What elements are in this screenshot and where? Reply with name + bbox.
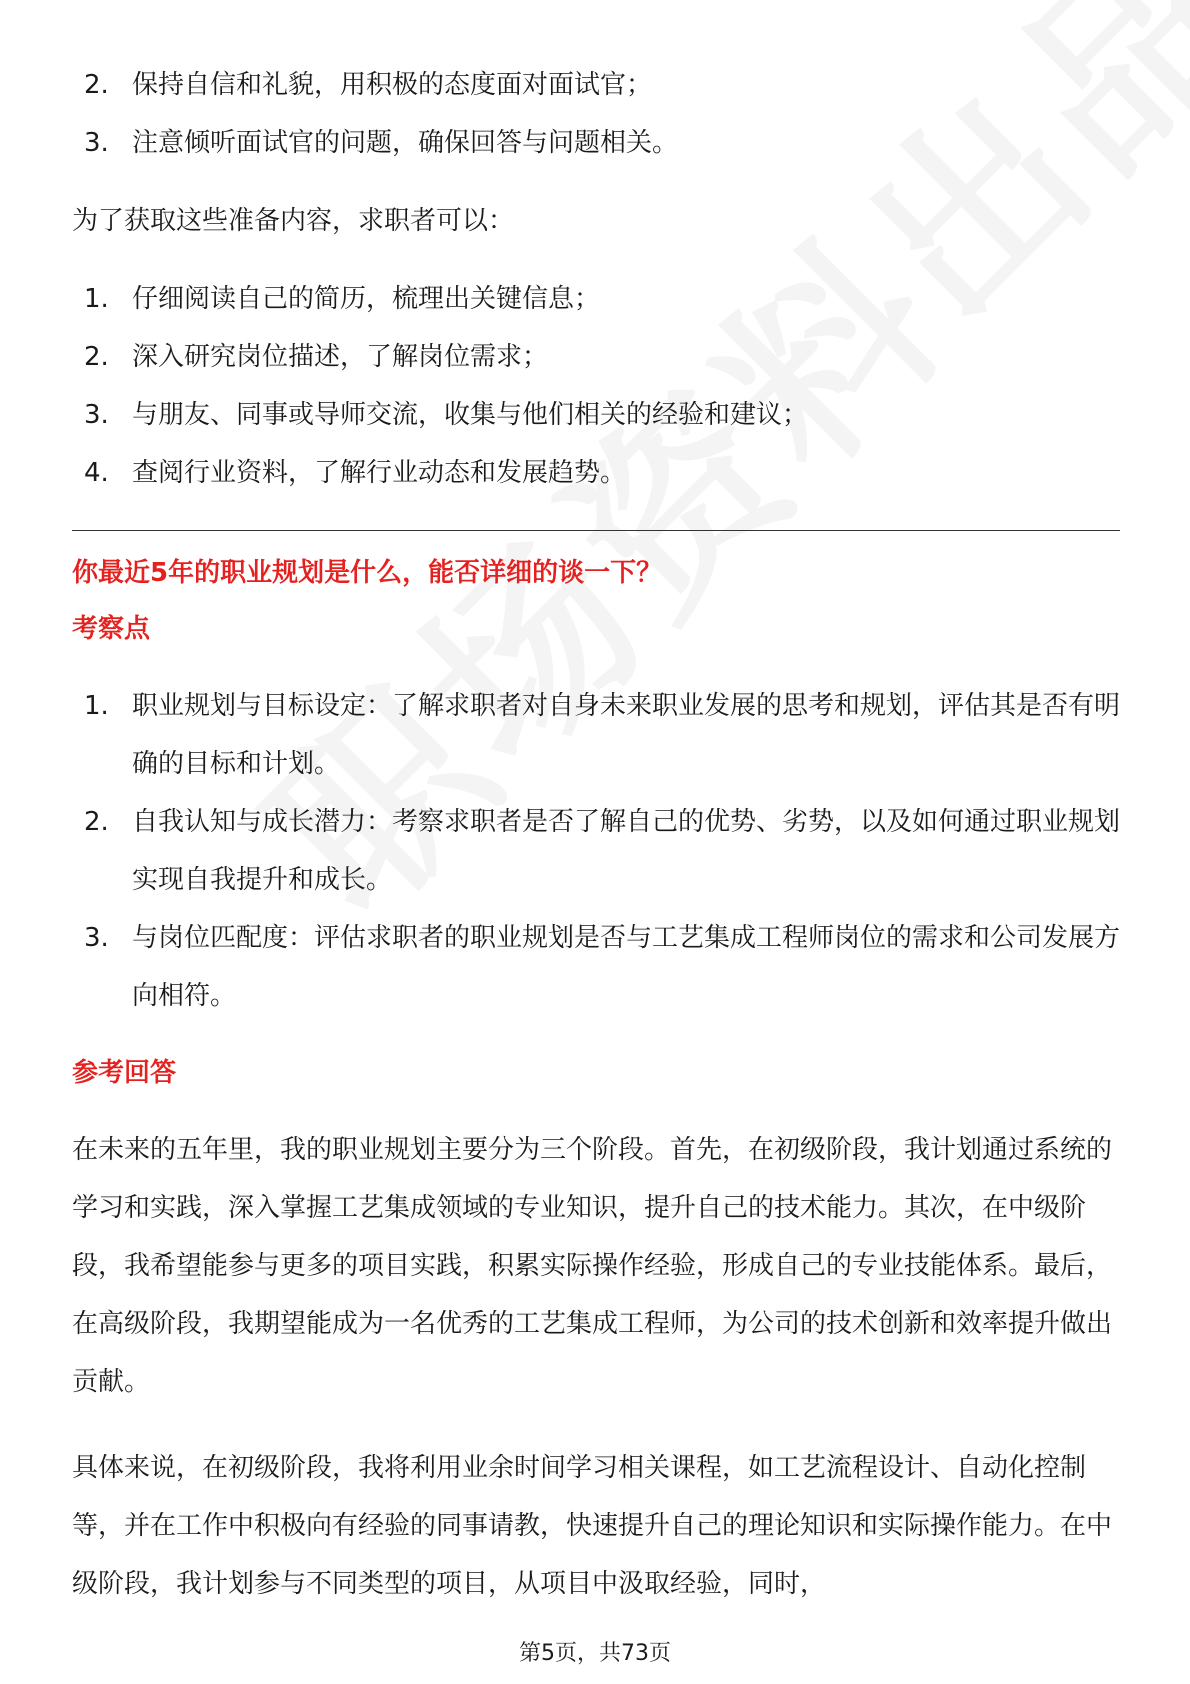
page-footer: 第5页，共73页	[519, 1641, 671, 1666]
list-number: 2.	[84, 342, 109, 372]
top-list	[72, 56, 1120, 172]
list-number: 1.	[84, 691, 109, 721]
document-page	[72, 56, 1120, 1613]
list-item	[72, 56, 1120, 114]
list-text: 查阅行业资料，了解行业动态和发展趋势。	[132, 458, 627, 488]
list-item	[72, 909, 1120, 1025]
list-number: 3.	[84, 923, 109, 953]
list-item	[72, 270, 1120, 328]
list-text: 保持自信和礼貌，用积极的态度面对面试官；	[132, 70, 653, 100]
answer-paragraph: 具体来说，在初级阶段，我将利用业余时间学习相关课程，如工艺流程设计、自动化控制等，并在工作中积极向有经验的同事请教，快速提升自己的理论知识和实际操作能力。在中级阶段，我计划参与不同类型的项目，从项目中汲取经验，同时，	[72, 1453, 1113, 1599]
list-text: 注意倾听面试官的问题，确保回答与问题相关。	[132, 128, 679, 158]
answer-paragraph: 在未来的五年里，我的职业规划主要分为三个阶段。首先，在初级阶段，我计划通过系统的学习和实践，深入掌握工艺集成领域的专业知识，提升自己的技术能力。其次，在中级阶段，我希望能参与更多的项目实践，积累实际操作经验，形成自己的专业技能体系。最后，在高级阶段，我期望能成为一名优秀的工艺集成工程师，为公司的技术创新和效率提升做出贡献。	[72, 1135, 1113, 1397]
list-item	[72, 114, 1120, 172]
list-item	[72, 386, 1120, 444]
points-title: 考察点	[72, 614, 151, 644]
answer-title: 参考回答	[72, 1058, 177, 1088]
list-number: 4.	[84, 458, 109, 488]
list-text: 与朋友、同事或导师交流，收集与他们相关的经验和建议；	[132, 400, 809, 430]
list-text: 深入研究岗位描述，了解岗位需求；	[132, 342, 549, 372]
prep-intro: 为了获取这些准备内容，求职者可以：	[72, 206, 515, 236]
list-item	[72, 328, 1120, 386]
list-number: 3.	[84, 128, 109, 158]
list-text: 仔细阅读自己的简历，梳理出关键信息；	[132, 284, 601, 314]
list-number: 1.	[84, 284, 109, 314]
list-number: 2.	[84, 807, 109, 837]
prep-list	[72, 270, 1120, 502]
list-item	[72, 793, 1120, 909]
points-list	[72, 677, 1120, 1025]
list-item	[72, 444, 1120, 502]
list-text: 与岗位匹配度：评估求职者的职业规划是否与工艺集成工程师岗位的需求和公司发展方向相符。	[132, 923, 1121, 1011]
list-number: 3.	[84, 400, 109, 430]
list-item	[72, 677, 1120, 793]
question-heading: 你最近5年的职业规划是什么，能否详细的谈一下？	[72, 558, 663, 588]
list-number: 2.	[84, 70, 109, 100]
list-text: 职业规划与目标设定：了解求职者对自身未来职业发展的思考和规划，评估其是否有明确的目标和计划。	[132, 691, 1121, 779]
list-text: 自我认知与成长潜力：考察求职者是否了解自己的优势、劣势，以及如何通过职业规划实现自我提升和成长。	[132, 807, 1121, 895]
section-divider	[72, 530, 1120, 531]
